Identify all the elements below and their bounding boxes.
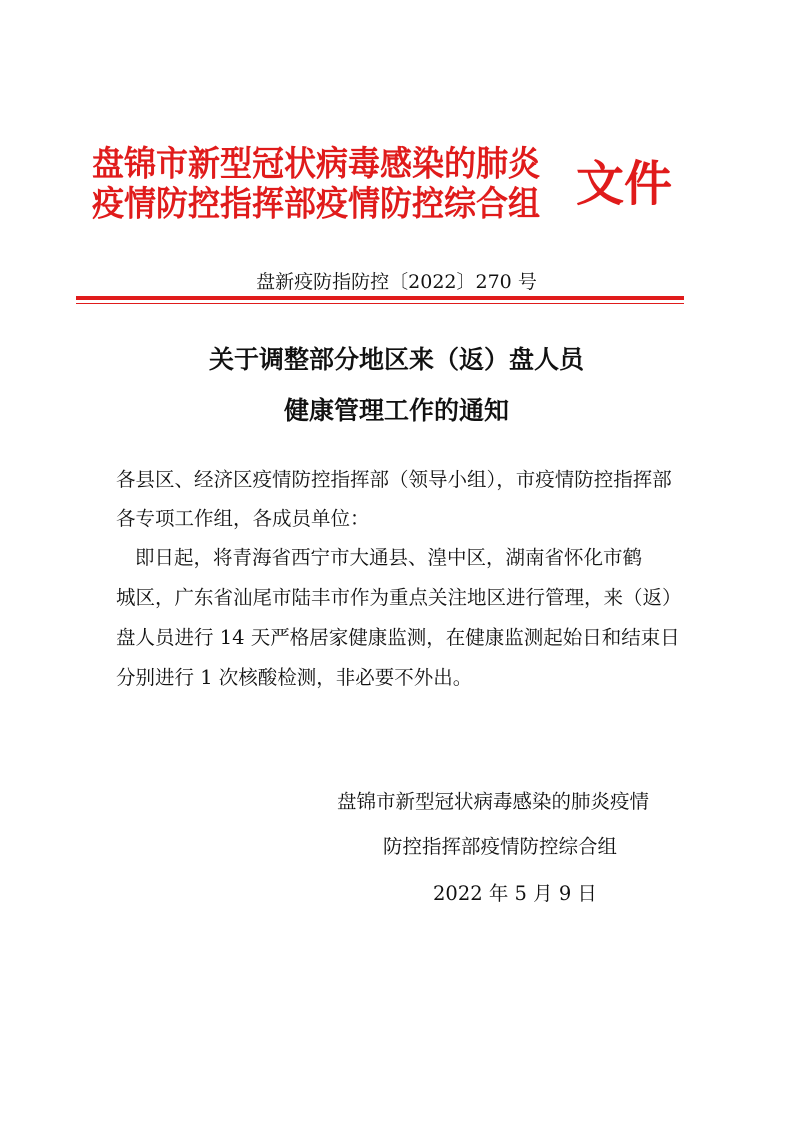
- body-line-2: 城区，广东省汕尾市陆丰市作为重点关注地区进行管理，来（返）: [116, 586, 682, 609]
- addressee-line-2: 各专项工作组，各成员单位：: [116, 507, 370, 530]
- issuer-header-line-2: 疫情防控指挥部疫情防控综合组: [92, 183, 541, 225]
- body-line-3: 盘人员进行 14 天严格居家健康监测，在健康监测起始日和结束日: [116, 626, 680, 649]
- issuer-header-line-1: 盘锦市新型冠状病毒感染的肺炎: [92, 143, 541, 185]
- notice-title-line-2: 健康管理工作的通知: [283, 396, 509, 425]
- signature-issuer-line-2: 防控指挥部疫情防控综合组: [383, 835, 618, 858]
- addressee-line-1: 各县区、经济区疫情防控指挥部（领导小组），市疫情防控指挥部: [116, 468, 672, 491]
- body-line-1: 即日起，将青海省西宁市大通县、湟中区，湖南省怀化市鹤: [135, 546, 643, 569]
- notice-title-line-1: 关于调整部分地区来（返）盘人员: [208, 345, 584, 374]
- issuer-header: [92, 142, 562, 228]
- signature-date: 2022 年 5 月 9 日: [433, 882, 597, 905]
- red-divider-thin: [76, 303, 684, 304]
- body-line-4: 分别进行 1 次核酸检测，非必要不外出。: [116, 666, 473, 689]
- document-number: 盘新疫防指防控〔2022〕270 号: [256, 271, 537, 293]
- red-divider-thick: [76, 296, 684, 300]
- document-label: 文件: [576, 156, 673, 212]
- signature-issuer-line-1: 盘锦市新型冠状病毒感染的肺炎疫情: [337, 790, 650, 813]
